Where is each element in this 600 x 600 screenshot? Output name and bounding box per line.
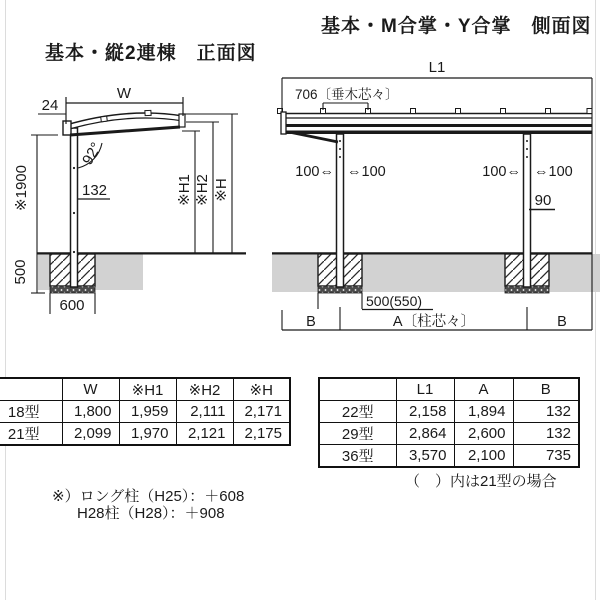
value-cell: 1,800 xyxy=(62,401,119,423)
value-cell: 735 xyxy=(513,445,579,468)
value-cell: 2,600 xyxy=(454,423,513,445)
front-post-bolt xyxy=(73,251,75,253)
front-132-label: 132 xyxy=(82,182,108,199)
value-cell: 132 xyxy=(513,423,579,445)
front-500-label: 500 xyxy=(12,259,29,285)
value-cell: 1,894 xyxy=(454,401,513,423)
side-100-right-post-right: ⇔100 xyxy=(534,164,573,180)
side-beam-upper xyxy=(282,124,592,127)
post-height-note xyxy=(52,488,244,522)
value-cell: 2,864 xyxy=(396,423,454,445)
front-size-table xyxy=(0,377,291,446)
side-post-bolt xyxy=(339,140,341,142)
front-left-eave-cap xyxy=(63,121,71,135)
side-roof-front-cap xyxy=(281,112,286,134)
value-cell: 1,970 xyxy=(119,423,176,446)
table-header-row xyxy=(0,378,290,401)
table-row xyxy=(319,423,579,445)
table-row xyxy=(319,401,579,423)
side-b-right-label: B xyxy=(557,314,567,330)
note-line-h28-post: H28柱（H28）：＋908 xyxy=(77,505,225,522)
value-cell: 1,959 xyxy=(119,401,176,423)
front-600-label: 600 xyxy=(59,297,85,314)
front-overhang-label: 24 xyxy=(41,97,59,114)
value-cell: 132 xyxy=(513,401,579,423)
front-roof-clip xyxy=(101,116,108,122)
side-view-drawing xyxy=(272,59,600,330)
header-cell: W xyxy=(62,378,119,401)
front-h-label: ※H xyxy=(213,178,230,202)
front-angle-label: 92° xyxy=(79,139,106,168)
note-line-long-post: ※）ロング柱（H25）：＋608 xyxy=(52,488,245,505)
side-post-bolt xyxy=(526,140,528,142)
side-post-bolt xyxy=(526,156,528,158)
value-cell: 2,100 xyxy=(454,445,513,468)
header-cell xyxy=(0,378,62,401)
front-1900-label: ※1900 xyxy=(13,165,30,211)
header-cell: ※H1 xyxy=(119,378,176,401)
row-label: 21型 xyxy=(0,423,62,446)
row-label: 18型 xyxy=(0,401,62,423)
side-post-bolt xyxy=(526,148,528,150)
side-a-label: A〔柱芯々〕 xyxy=(392,314,476,330)
front-post-bolt xyxy=(73,212,75,214)
value-cell: 2,175 xyxy=(233,423,290,446)
value-cell: 3,570 xyxy=(396,445,454,468)
front-h1-label: ※H1 xyxy=(176,174,193,206)
side-post-bolt xyxy=(339,148,341,150)
side-706-label: 706〔垂木芯々〕 xyxy=(295,87,399,102)
front-view-drawing xyxy=(12,85,246,314)
side-post-bolt xyxy=(339,156,341,158)
value-cell: 2,158 xyxy=(396,401,454,423)
front-beam xyxy=(70,127,180,135)
side-size-table xyxy=(318,377,580,468)
front-right-eave-cap xyxy=(179,114,185,127)
front-post xyxy=(71,128,78,287)
side-100-left-post-right: ⇔100 xyxy=(347,164,386,180)
side-view-title: 基本・M合掌・Y合掌 側面図 xyxy=(321,16,592,37)
side-500-label: 500(550) xyxy=(366,293,423,309)
front-roof-clip xyxy=(145,110,151,115)
table-row xyxy=(0,401,290,423)
row-label: 36型 xyxy=(319,445,396,468)
side-l1-label: L1 xyxy=(428,59,446,76)
header-cell: ※H xyxy=(233,378,290,401)
table-header-row xyxy=(319,378,579,401)
side-100-right-post-left: 100⇔ xyxy=(482,164,521,180)
side-b-left-label: B xyxy=(306,314,316,330)
header-cell: A xyxy=(454,378,513,401)
header-cell: L1 xyxy=(396,378,454,401)
side-100-left-post-left: 100⇔ xyxy=(295,164,334,180)
side-90-label: 90 xyxy=(534,192,552,209)
row-label: 22型 xyxy=(319,401,396,423)
value-cell: 2,099 xyxy=(62,423,119,446)
header-cell: B xyxy=(513,378,579,401)
front-w-label: W xyxy=(116,85,132,102)
paren-note: （ ）内は21型の場合 xyxy=(405,473,557,490)
value-cell: 2,121 xyxy=(176,423,233,446)
side-beam-lower xyxy=(282,131,592,135)
row-label: 29型 xyxy=(319,423,396,445)
front-post-bolt xyxy=(73,167,75,169)
front-h2-label: ※H2 xyxy=(194,174,211,206)
table-row xyxy=(0,423,290,446)
front-view-title: 基本・縦2連棟 正面図 xyxy=(45,43,257,64)
table-row xyxy=(319,445,579,468)
header-cell xyxy=(319,378,396,401)
header-cell: ※H2 xyxy=(176,378,233,401)
value-cell: 2,111 xyxy=(176,401,233,423)
value-cell: 2,171 xyxy=(233,401,290,423)
